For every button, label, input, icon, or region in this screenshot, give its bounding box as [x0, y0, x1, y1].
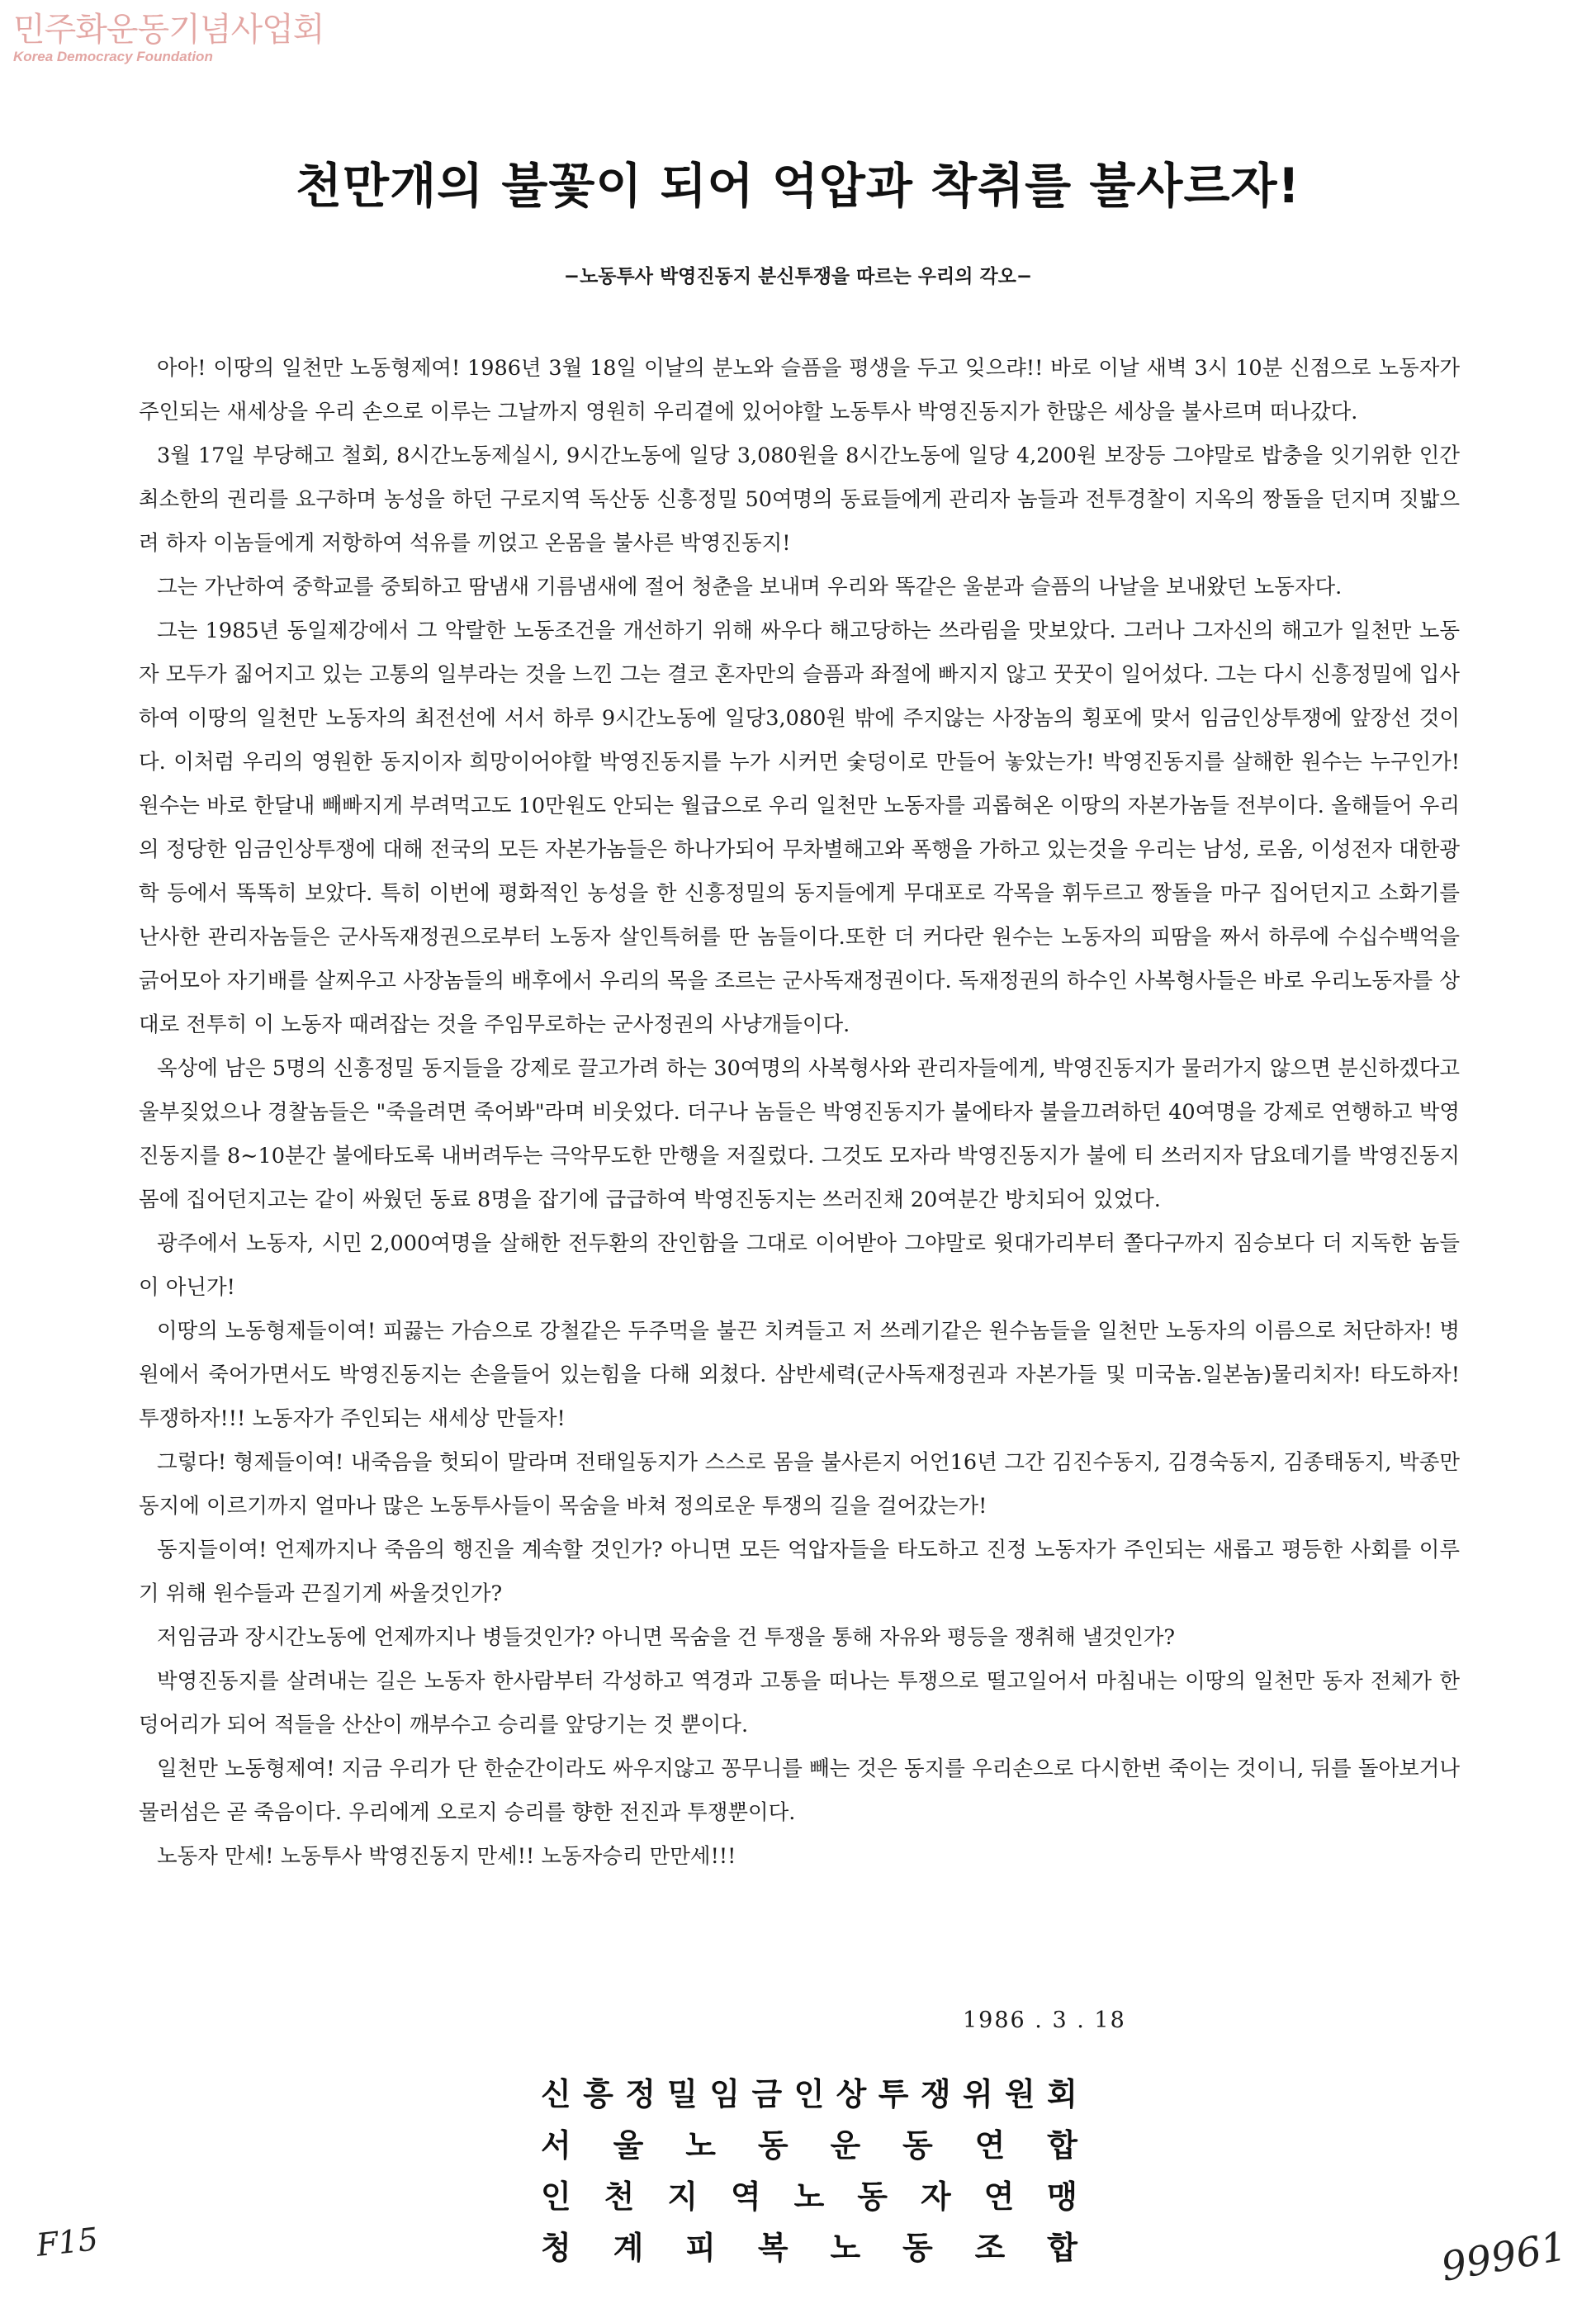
body-paragraph: 옥상에 남은 5명의 신흥정밀 동지들을 강제로 끌고가려 하는 30여명의 사복형사와 관리자들에게, 박영진동지가 물러가지 않으면 분신하겠다고 울부짖었으나 경찰놈들은 "죽을려면 죽어봐"라며 비웃었다. 더구나 놈들은 박영진동지가 불에타자 불을끄려하던 40여명을 강제로 연행하고 박영진동지를 8∼10분간 불에타도록 내버려두는 극악무도한 만행을 저질렀다. 그것도 모자라 박영진동지가 불에 티 쓰러지자 담요데기를 박영진동지 몸에 집어던지고는 같이 싸웠던 동료 8명을 잡기에 급급하여 박영진동지는 쓰러진채 20여분간 방치되어 있었다.	[139, 1056, 1460, 1212]
organization-syllable: 금	[751, 2076, 783, 2112]
watermark-korean: 민주화운동기념사업회	[13, 11, 324, 49]
handwritten-note-left: F15	[34, 2221, 100, 2264]
organization-syllable: 흥	[583, 2076, 613, 2112]
organization-syllable: 노	[793, 2178, 825, 2215]
body-paragraph: 그렇다! 형제들이여! 내죽음을 헛되이 말라며 전태일동지가 스스로 몸을 불사른지 어언16년 그간 김진수동지, 김경숙동지, 김종태동지, 박종만동지에 이르기까지 얼마나 많은 노동투사들이 목숨을 바쳐 정의로운 투쟁의 길을 걸어갔는가!	[139, 1450, 1460, 1519]
document-body	[139, 347, 1460, 1879]
organization-line	[541, 2171, 1077, 2222]
organization-syllable: 정	[625, 2076, 656, 2112]
body-paragraph: 광주에서 노동자, 시민 2,000여명을 살해한 전두환의 잔인함을 그대로 이어받아 그야말로 윗대가리부터 쫄다구까지 짐승보다 더 지독한 놈들이 아닌가!	[139, 1231, 1460, 1300]
organization-syllable: 울	[613, 2127, 644, 2164]
organization-syllable: 인	[793, 2076, 825, 2112]
organization-syllable: 청	[541, 2230, 571, 2266]
body-paragraph: 일천만 노동형제여! 지금 우리가 단 한순간이라도 싸우지않고 꽁무니를 빼는 것은 동지를 우리손으로 다시한번 죽이는 것이니, 뒤를 돌아보거나 물러섬은 곧 죽음이다. 우리에게 오로지 승리를 향한 전진과 투쟁뿐이다.	[139, 1756, 1460, 1825]
organization-syllable: 동	[857, 2178, 888, 2215]
signatory-organizations	[541, 2069, 1077, 2273]
document-subtitle: −노동투사 박영진동지 분신투쟁을 따르는 우리의 각오−	[563, 266, 1033, 287]
organization-syllable: 투	[878, 2076, 909, 2112]
body-paragraph: 동지들이여! 언제까지나 죽음의 행진을 계속할 것인가? 아니면 모든 억압자들을 타도하고 진정 노동자가 주인되는 새롭고 평등한 사회를 이루기 위해 원수들과 끈질기게 싸울것인가?	[139, 1538, 1460, 1606]
body-paragraph: 아아! 이땅의 일천만 노동형제여! 1986년 3월 18일 이날의 분노와 슬픔을 평생을 두고 잊으랴!! 바로 이날 새벽 3시 10분 신점으로 노동자가 주인되는 새세상을 우리 손으로 이루는 그날까지 영원히 우리곁에 있어야할 노동투사 박영진동지가 한많은 세상을 불사르며 떠나갔다.	[139, 356, 1460, 424]
body-paragraph: 이땅의 노동형제들이여! 피끓는 가슴으로 강철같은 두주먹을 불끈 치켜들고 저 쓰레기같은 원수놈들을 일천만 노동자의 이름으로 처단하자! 병원에서 죽어가면서도 박영진동지는 손을들어 있는힘을 다해 외쳤다. 삼반세력(군사독재정권과 자본가들 및 미국놈.일본놈)물리치자! 타도하자! 투쟁하자!!! 노동자가 주인되는 새세상 만들자!	[139, 1319, 1460, 1431]
organization-line	[541, 2069, 1077, 2120]
organization-syllable: 노	[685, 2127, 716, 2164]
organization-line	[541, 2120, 1077, 2171]
organization-syllable: 위	[962, 2076, 993, 2112]
organization-syllable: 연	[974, 2127, 1006, 2164]
organization-syllable: 역	[730, 2178, 761, 2215]
organization-syllable: 원	[1005, 2076, 1035, 2112]
handwritten-note-right: 99961	[1437, 2223, 1570, 2291]
organization-syllable: 합	[1047, 2230, 1077, 2266]
organization-syllable: 천	[604, 2178, 635, 2215]
organization-syllable: 맹	[1047, 2178, 1077, 2215]
organization-syllable: 상	[836, 2076, 867, 2112]
organization-line	[541, 2222, 1077, 2273]
organization-syllable: 노	[830, 2230, 861, 2266]
body-paragraph: 저임금과 장시간노동에 언제까지나 병들것인가? 아니면 목숨을 건 투쟁을 통해 자유와 평등을 쟁취해 낼것인가?	[157, 1625, 1176, 1650]
organization-syllable: 신	[541, 2076, 571, 2112]
organization-syllable: 동	[757, 2127, 789, 2164]
organization-syllable: 동	[902, 2127, 933, 2164]
body-paragraph: 3월 17일 부당해고 철회, 8시간노동제실시, 9시간노동에 일당 3,080원을 8시간노동에 일당 4,200원 보장등 그야말로 밥충을 잇기위한 인간 최소한의 권리를 요구하며 농성을 하던 구로지역 독산동 신흥정밀 50여명의 동료들에게 관리자 놈들과 전투경찰이 지옥의 짱돌을 던지며 짓밟으려 하자 이놈들에게 저항하여 석유를 끼얹고 온몸을 불사른 박영진동지!	[139, 443, 1460, 556]
watermark	[13, 11, 324, 66]
organization-syllable: 계	[613, 2230, 644, 2266]
body-paragraph: 박영진동지를 살려내는 길은 노동자 한사람부터 각성하고 역경과 고통을 떠나는 투쟁으로 떨고일어서 마침내는 이땅의 일천만 동자 전체가 한덩어리가 되어 적들을 산산이 깨부수고 승리를 앞당기는 것 뿐이다.	[139, 1669, 1460, 1737]
organization-syllable: 인	[541, 2178, 571, 2215]
document-title: 천만개의 불꽃이 되어 억압과 착취를 불사르자!	[296, 158, 1300, 214]
document-date: 1986 . 3 . 18	[963, 2008, 1126, 2033]
organization-syllable: 쟁	[920, 2076, 951, 2112]
organization-syllable: 지	[667, 2178, 699, 2215]
organization-syllable: 복	[757, 2230, 789, 2266]
organization-syllable: 조	[974, 2230, 1006, 2266]
organization-syllable: 서	[541, 2127, 571, 2164]
body-paragraph: 그는 가난하여 중학교를 중퇴하고 땀냄새 기름냄새에 절어 청춘을 보내며 우리와 똑같은 울분과 슬픔의 나날을 보내왔던 노동자다.	[157, 575, 1343, 600]
organization-syllable: 피	[685, 2230, 716, 2266]
organization-syllable: 자	[920, 2178, 951, 2215]
organization-syllable: 운	[830, 2127, 861, 2164]
organization-syllable: 임	[709, 2076, 741, 2112]
organization-syllable: 회	[1047, 2076, 1077, 2112]
organization-syllable: 동	[902, 2230, 933, 2266]
organization-syllable: 밀	[667, 2076, 698, 2112]
organization-syllable: 연	[983, 2178, 1015, 2215]
closing-slogan: 노동자 만세! 노동투사 박영진동지 만세!! 노동자승리 만만세!!!	[157, 1844, 736, 1869]
watermark-english: Korea Democracy Foundation	[13, 49, 213, 64]
organization-syllable: 합	[1047, 2127, 1077, 2164]
body-paragraph: 그는 1985년 동일제강에서 그 악랄한 노동조건을 개선하기 위해 싸우다 해고당하는 쓰라림을 맛보았다. 그러나 그자신의 해고가 일천만 노동자 모두가 짊어지고 있는 고통의 일부라는 것을 느낀 그는 결코 혼자만의 슬픔과 좌절에 빠지지 않고 꿋꿋이 일어섰다. 그는 다시 신흥정밀에 입사하여 이땅의 일천만 노동자의 최전선에 서서 하루 9시간노동에 일당3,080원 밖에 주지않는 사장놈의 횡포에 맞서 임금인상투쟁에 앞장선 것이다. 이처럼 우리의 영원한 동지이자 희망이어야할 박영진동지를 누가 시커먼 숯덩이로 만들어 놓았는가! 박영진동지를 살해한 원수는 누구인가! 원수는 바로 한달내 빼빠지게 부려먹고도 10만원도 안되는 월급으로 우리 일천만 노동자를 괴롭혀온 이땅의 자본가놈들 전부이다. 올해들어 우리의 정당한 임금인상투쟁에 대해 전국의 모든 자본가놈들은 하나가되어 무차별해고와 폭행을 가하고 있는것을 우리는 남성, 로옴, 이성전자 대한광학 등에서 똑똑히 보았다. 특히 이번에 평화적인 농성을 한 신흥정밀의 동지들에게 무대포로 각목을 휘두르고 짱돌을 마구 집어던지고 소화기를 난사한 관리자놈들은 군사독재정권으로부터 노동자 살인특허를 딴 놈들이다.또한 더 커다란 원수는 노동자의 피땀을 짜서 하루에 수십수백억을 긁어모아 자기배를 살찌우고 사장놈들의 배후에서 우리의 목을 조르는 군사독재정권이다. 독재정권의 하수인 사복형사들은 바로 우리노동자를 상대로 전투히 이 노동자 때려잡는 것을 주임무로하는 군사정권의 사냥개들이다.	[139, 619, 1460, 1037]
